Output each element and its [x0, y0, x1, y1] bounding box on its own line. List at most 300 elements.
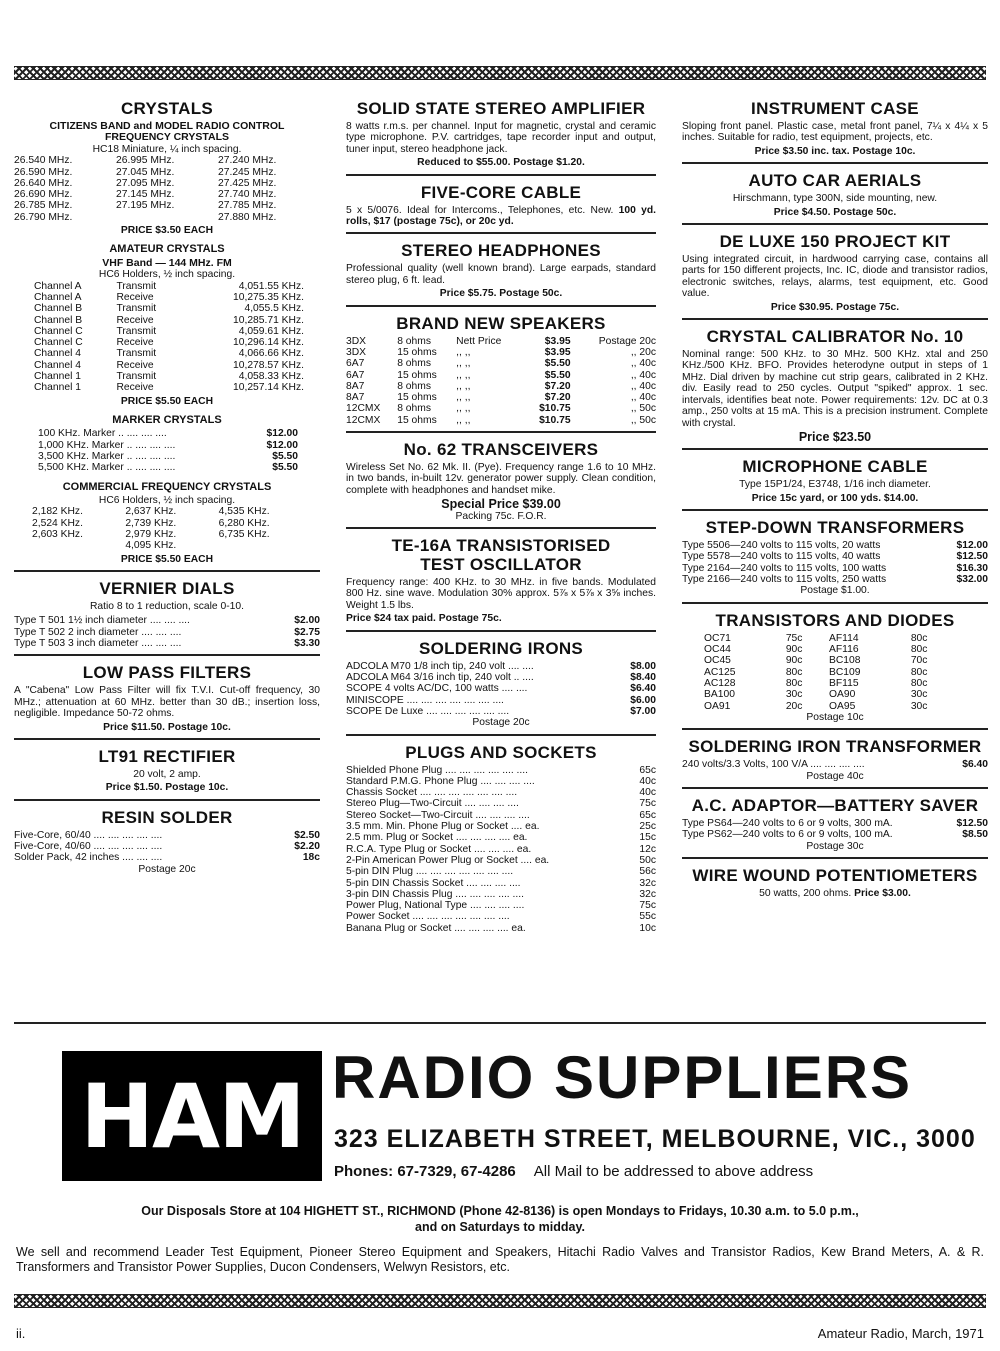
table-row [34, 315, 304, 326]
table-row [346, 923, 656, 934]
table-row [32, 518, 312, 529]
table-cell: ,, ,, [456, 380, 471, 392]
table-cell: $7.20 [544, 380, 571, 392]
irons-table [346, 661, 656, 717]
pots-section [682, 859, 988, 904]
table-cell: 2,637 KHz. [125, 506, 177, 518]
lowpass-title: LOW PASS FILTERS [82, 663, 252, 683]
table-cell: $5.50 [544, 358, 571, 370]
table-cell: 10,257.14 KHz. [233, 382, 304, 394]
calibrator-price: Price $23.50 [798, 429, 872, 444]
table-cell: 80c [785, 666, 803, 678]
table-cell: Type 2164—240 volts to 115 volts, 100 watts [682, 562, 887, 574]
aerials-body: Hirschmann, type 300N, side mounting, new. [732, 193, 938, 205]
table-cell: Five-Core, 40/60 .... .... .... .... .... [14, 841, 163, 853]
table-cell: ADCOLA M64 3/16 inch tip, 240 volt .. .... [346, 671, 534, 683]
phones-line [334, 1163, 813, 1180]
fivecore-price: 100 yd. rolls, $17 (postage 75c), or 20c yd. [346, 204, 656, 228]
table-cell: 12CMX [346, 414, 381, 426]
table-row [34, 326, 304, 337]
table-row [704, 701, 954, 712]
table-cell: 75c [639, 900, 656, 912]
table-cell: $8.40 [630, 671, 656, 683]
case-body: Sloping front panel. Plastic case, metal front panel, 7¼ x 4¼ x 5 inches. Suitable for radio, test equipment, projects, etc. [682, 121, 988, 144]
table-cell: BC108 [828, 655, 861, 667]
table-cell: 8A7 [346, 392, 365, 404]
table-cell: Standard P.M.G. Phone Plug .... .... .... .... [346, 775, 535, 787]
table-cell: 27.740 MHz. [218, 189, 277, 201]
table-row [14, 830, 320, 841]
table-cell: Channel B [34, 303, 83, 315]
commercial-table [32, 506, 312, 551]
table-cell: 20c [785, 700, 803, 712]
table-cell: ,, 40c [630, 380, 656, 392]
table-cell: 80c [910, 666, 928, 678]
table-row [14, 167, 320, 178]
table-cell: 27.240 MHz. [218, 155, 277, 167]
te16a-title1: TE-16A TRANSISTORISED [391, 536, 611, 556]
table-cell: $12.00 [956, 540, 988, 552]
table-row [14, 852, 320, 863]
table-cell: Stereo Plug—Two-Circuit .... .... .... .... [346, 798, 519, 810]
ham-logo: HAM [62, 1051, 322, 1181]
table-cell: ,, ,, [456, 346, 471, 358]
table-cell: 8A7 [346, 380, 365, 392]
amplifier-section [346, 92, 656, 176]
table-cell: 8 ohms [397, 403, 431, 415]
table-cell: 26.690 MHz. [14, 189, 73, 201]
table-cell: Chassis Socket .... .... .... .... .... .... .... [346, 787, 518, 799]
table-cell: ,, ,, [456, 369, 471, 381]
aerials-section [682, 164, 988, 225]
table-row [346, 798, 656, 809]
table-cell: 50c [639, 854, 656, 866]
case-title: INSTRUMENT CASE [751, 99, 919, 118]
table-row [682, 574, 988, 585]
table-cell: 32c [639, 888, 656, 900]
table-row [346, 787, 656, 798]
table-cell: 3-pin DIN Chassis Plug .... .... .... .... .... [346, 888, 524, 900]
table-cell: Type 2166—240 volts to 115 volts, 250 watts [682, 574, 887, 586]
table-cell: 27.245 MHz. [218, 166, 277, 178]
table-cell: 4,058.33 KHz. [238, 371, 304, 382]
table-cell: ,, ,, [456, 414, 471, 426]
table-cell: 27.425 MHz. [218, 177, 277, 189]
table-cell: 26.540 MHz. [14, 155, 73, 167]
table-cell: Channel A [34, 280, 82, 292]
table-row [346, 844, 656, 855]
table-cell: $2.20 [294, 841, 320, 853]
table-row [14, 841, 320, 852]
table-cell: $6.00 [630, 694, 656, 706]
table-cell: $5.50 [272, 462, 298, 474]
table-cell: 5,500 KHz. Marker .. .... .... .... [38, 462, 176, 474]
table-row [682, 829, 988, 840]
table-cell: 8 ohms [397, 358, 431, 370]
table-cell: OA90 [828, 689, 856, 701]
commercial-title: COMMERCIAL FREQUENCY CRYSTALS [62, 480, 272, 493]
table-cell: 27.045 MHz. [116, 166, 175, 178]
vernier-section [14, 572, 320, 656]
table-cell: Channel 1 [34, 371, 81, 382]
table-cell: 18c [302, 852, 320, 864]
marker-title: MARKER CRYSTALS [112, 414, 222, 426]
case-section [682, 92, 988, 164]
table-cell: 2-Pin American Power Plug or Socket .... ea. [346, 854, 550, 866]
table-cell: $5.50 [544, 369, 571, 381]
table-cell: 75c [639, 798, 656, 810]
calibrator-section [682, 320, 988, 450]
table-row [32, 529, 312, 540]
pots-price: Price $3.00. [854, 887, 911, 899]
table-cell: SCOPE De Luxe .... .... .... .... .... .... [346, 705, 510, 717]
table-cell: 4,066.66 KHz. [238, 348, 304, 360]
table-cell: 80c [785, 677, 803, 689]
table-row [346, 855, 656, 866]
table-cell: ,, 50c [630, 414, 656, 426]
table-cell: 3.5 mm. Min. Phone Plug or Socket .... ea. [346, 821, 540, 833]
mic-title: MICROPHONE CABLE [742, 457, 928, 477]
headphones-section [346, 234, 656, 306]
crystals-spacing: HC18 Miniature, ¼ inch spacing. [92, 143, 242, 155]
fivecore-body: 5 x 5/0076. Ideal for Intercoms., Telephones, etc. New. [346, 204, 614, 216]
table-cell: SCOPE 4 volts AC/DC, 100 watts .... .... [346, 683, 528, 695]
table-cell: OC45 [704, 655, 731, 667]
crystals-sub2: FREQUENCY CRYSTALS [104, 131, 230, 144]
disposals-line1: Our Disposals Store at 104 HIGHETT ST., RICHMOND (Phone 42-8136) is open Mondays to Fridays, 10.30 a.m. to 5.0 p.m., [141, 1204, 859, 1218]
speakers-section [346, 307, 656, 433]
table-cell: 15 ohms [397, 392, 437, 404]
table-cell: 10,275.35 KHz. [233, 291, 304, 303]
te16a-price: Price $24 tax paid. Postage 75c. [346, 613, 502, 625]
table-row [682, 540, 988, 551]
table-row [14, 189, 320, 200]
table-row [346, 370, 656, 381]
lowpass-price: Price $11.50. Postage 10c. [103, 721, 231, 733]
lt91-section [14, 740, 320, 801]
table-row [346, 878, 656, 889]
table-cell: 55c [639, 911, 656, 923]
transceivers-title: No. 62 TRANSCEIVERS [403, 440, 599, 460]
table-cell: BA100 [704, 689, 735, 701]
crystals-title: CRYSTALS [120, 99, 214, 118]
table-cell: Receive [116, 382, 154, 394]
table-cell: OA91 [704, 700, 731, 712]
headphones-body: Professional quality (well known brand). Large earpads, standard stereo plug, 6 ft. lead. [346, 263, 656, 286]
table-cell: AC128 [704, 677, 736, 689]
irons-title: SOLDERING IRONS [418, 638, 584, 658]
table-cell: $3.95 [544, 346, 571, 358]
table-row [34, 337, 304, 348]
disposals-note [14, 1203, 986, 1235]
table-cell: $12.50 [956, 817, 988, 829]
table-cell: 90c [785, 655, 803, 667]
table-cell: 10,278.57 KHz. [233, 359, 304, 371]
table-cell: Channel 1 [34, 382, 81, 394]
table-cell: Transmit [116, 303, 157, 315]
table-cell: $8.00 [630, 660, 656, 672]
table-cell: Nett Price [456, 335, 502, 347]
transistors-postage: Postage 10c [806, 711, 864, 723]
table-cell: Receive [116, 314, 154, 326]
table-row [346, 392, 656, 403]
table-row [38, 462, 298, 473]
irontrans-row-price: $6.40 [962, 759, 988, 771]
table-cell: 4,535 KHz. [218, 506, 270, 518]
table-cell: 2.5 mm. Plug or Socket .... .... .... .... ea. [346, 832, 528, 844]
table-cell: 65c [639, 764, 656, 776]
table-row [682, 759, 988, 770]
transceivers-body: Wireless Set No. 62 Mk. II. (Pye). Frequency range 1.6 to 10 MHz. in two bands, in-built 12v. generator power supply. Clean condition, complete with headphones and handset mike. [346, 462, 656, 496]
cb-crystal-table [14, 155, 320, 223]
irontrans-section [682, 730, 988, 789]
mic-price: Price 15c yard, or 100 yds. $14.00. [751, 492, 919, 504]
calibrator-body: Nominal range: 500 KHz. to 30 MHz. 500 KHz. xtal and 250 KHz./500 KHz. BFO. Provides heterodyne output in steps of 1 MHz. Dial driven by machine cut strip gears, calibrated in 2 KHz. div. Easily read to 250 cycles. Output "spiked" approx. 1 sec. intervals, identifies beat note. Power requirements: 12v. DC at 0.3 amp., 250 volts at 15 mA. This is a precision instrument. Complete with crystal. [682, 349, 988, 429]
headphones-price: Price $5.75. Postage 50c. [439, 288, 563, 300]
table-cell: 27.145 MHz. [116, 189, 175, 201]
table-row [14, 178, 320, 189]
table-row [704, 655, 954, 666]
table-cell: Channel C [34, 337, 83, 349]
column-left [14, 92, 320, 880]
case-price: Price $3.50 inc. tax. Postage 10c. [754, 145, 916, 157]
table-row [682, 551, 988, 562]
company-address: 323 ELIZABETH STREET, MELBOURNE, VIC., 3000 [334, 1125, 976, 1153]
table-row [346, 415, 656, 426]
table-cell: 26.790 MHz. [14, 211, 73, 223]
transistors-table [704, 633, 954, 712]
table-row [704, 644, 954, 655]
table-cell: Power Plug, National Type .... .... .... .... [346, 900, 525, 912]
table-row [346, 776, 656, 787]
table-cell: 10c [639, 922, 656, 934]
aerials-title: AUTO CAR AERIALS [748, 171, 922, 191]
table-cell: Type 5578—240 volts to 115 volts, 40 watts [682, 551, 881, 563]
table-cell: 4,059.61 KHz. [238, 325, 304, 337]
lt91-title: LT91 RECTIFIER [98, 746, 236, 766]
table-cell: Channel B [34, 314, 83, 326]
table-cell: Solder Pack, 42 inches .... .... .... [14, 852, 163, 864]
stepdown-title: STEP-DOWN TRANSFORMERS [705, 518, 965, 538]
table-cell: OA95 [828, 700, 856, 712]
adaptor-table [682, 818, 988, 841]
table-cell: $16.30 [956, 562, 988, 574]
table-row [704, 633, 954, 644]
resin-title: RESIN SOLDER [101, 807, 233, 827]
lt91-body: 20 volt, 2 amp. [133, 768, 201, 780]
table-cell: 8 ohms [397, 335, 431, 347]
stepdown-postage: Postage $1.00. [800, 585, 870, 597]
table-row [34, 371, 304, 382]
table-cell: 30c [785, 689, 803, 701]
adaptor-section [682, 789, 988, 859]
stepdown-table [682, 540, 988, 585]
irontrans-postage: Postage 40c [806, 770, 864, 782]
table-cell: Channel 4 [34, 348, 81, 360]
plugs-section [346, 736, 656, 939]
table-row [346, 661, 656, 672]
resin-table [14, 830, 320, 864]
table-cell: 4,095 KHz. [125, 540, 177, 552]
fivecore-section [346, 176, 656, 235]
table-cell: 15 ohms [397, 346, 437, 358]
calibrator-title: CRYSTAL CALIBRATOR No. 10 [706, 327, 964, 347]
table-cell: Power Socket .... .... .... .... .... .... .... [346, 911, 510, 923]
crystals-section [14, 92, 320, 572]
table-cell: 90c [785, 644, 803, 656]
table-cell [116, 212, 218, 223]
irons-postage: Postage 20c [472, 717, 530, 729]
table-row [346, 832, 656, 843]
amplifier-title: SOLID STATE STEREO AMPLIFIER [356, 99, 646, 118]
table-cell: Channel 4 [34, 359, 81, 371]
irontrans-row: 240 volts/3.3 Volts, 100 V/A .... .... .... .... [682, 759, 865, 771]
table-cell: $7.00 [630, 705, 656, 717]
vernier-table [14, 615, 320, 649]
adaptor-title: A.C. ADAPTOR—BATTERY SAVER [691, 795, 979, 815]
bottom-border [14, 1294, 986, 1308]
phones: Phones: 67-7329, 67-4286 [334, 1163, 516, 1180]
table-cell: 2,182 KHz. [32, 506, 83, 518]
table-row [34, 281, 304, 292]
table-cell: ,, 50c [630, 403, 656, 415]
amplifier-price: Reduced to $55.00. Postage $1.20. [417, 157, 585, 169]
table-cell: $12.50 [956, 551, 988, 563]
table-cell: 80c [910, 632, 928, 644]
speakers-title: BRAND NEW SPEAKERS [396, 313, 606, 333]
te16a-section [346, 529, 656, 632]
table-cell: Type PS62—240 volts to 6 or 9 volts, 100 mA. [682, 829, 893, 841]
table-cell: $10.75 [539, 403, 571, 415]
table-cell: 2,603 KHz. [32, 529, 83, 540]
crystals-sub1: CITIZENS BAND and MODEL RADIO CONTROL [49, 120, 285, 132]
table-row [34, 292, 304, 303]
table-cell: OC71 [704, 632, 731, 644]
table-row [346, 347, 656, 358]
table-cell: Receive [116, 337, 154, 349]
table-cell [32, 540, 125, 551]
table-cell: 26.640 MHz. [14, 177, 73, 189]
table-cell: BC109 [828, 666, 861, 678]
table-row [34, 360, 304, 371]
table-cell: Channel A [34, 291, 82, 303]
table-row [704, 667, 954, 678]
table-cell: 30c [910, 689, 928, 701]
column-middle [346, 92, 656, 939]
table-row [34, 382, 304, 393]
table-cell: 6A7 [346, 358, 365, 370]
stepdown-section [682, 511, 988, 604]
table-cell: Type T 503 3 inch diameter .... .... .... [14, 638, 182, 649]
page-number: ii. [16, 1326, 26, 1341]
te16a-body: Frequency range: 400 KHz. to 30 MHz. in five bands. Modulated 800 Hz. sine wave. Modulation 30% approx. 5⅞ x 5⅞ x 3⅝ inches. Weight 1.5 lbs. [346, 577, 656, 611]
table-cell [219, 540, 312, 551]
table-cell: $5.50 [272, 451, 298, 462]
table-row [346, 889, 656, 900]
table-cell: 26.590 MHz. [14, 166, 73, 178]
commercial-price: PRICE $5.50 EACH [120, 553, 214, 565]
vernier-ratio: Ratio 8 to 1 reduction, scale 0-10. [90, 601, 244, 612]
vernier-title: VERNIER DIALS [99, 579, 235, 598]
table-cell: 100 KHz. Marker .. .... .... .... [38, 428, 167, 440]
adaptor-postage: Postage 30c [806, 840, 864, 852]
table-cell: R.C.A. Type Plug or Socket .... .... .... ea. [346, 843, 532, 855]
amateur-title: AMATEUR CRYSTALS [109, 243, 225, 256]
table-cell: 32c [639, 877, 656, 889]
irontrans-table [682, 759, 988, 770]
te16a-title2: TEST OSCILLATOR [420, 555, 582, 575]
table-cell: $12.00 [266, 439, 298, 451]
table-cell: $32.00 [956, 574, 988, 586]
table-cell: AF114 [828, 632, 859, 644]
table-cell: 6,735 KHz. [218, 529, 270, 540]
table-cell: Shielded Phone Plug .... .... .... .... .... .... [346, 764, 529, 776]
table-cell: 80c [910, 677, 928, 689]
amateur-band: VHF Band — 144 MHz. FM [102, 256, 232, 269]
table-row [346, 336, 656, 347]
table-cell: ,, 40c [630, 392, 656, 404]
table-cell: MINISCOPE .... .... .... .... .... .... .... [346, 694, 504, 706]
resin-section [14, 801, 320, 880]
table-cell: 8 ohms [397, 380, 431, 392]
table-row [346, 866, 656, 877]
table-row [346, 695, 656, 706]
table-cell: 1,000 KHz. Marker .. .... .... .... [38, 439, 176, 451]
table-cell: Transmit [116, 325, 157, 337]
commercial-holders: HC6 Holders, ½ inch spacing. [98, 495, 236, 506]
table-cell: Type T 501 1½ inch diameter .... .... .... [14, 615, 190, 627]
lowpass-body: A "Cabena" Low Pass Filter will fix T.V.I. Cut-off frequency, 30 MHz.; attenuation at 60 MHz. better than 30 dB.; insertion loss, negligible. Impedance 50-72 ohms. [14, 685, 320, 720]
table-cell: 2,979 KHz. [125, 529, 177, 540]
table-cell: $8.50 [962, 829, 988, 841]
transistors-title: TRANSISTORS AND DIODES [715, 610, 955, 630]
table-cell: $3.95 [544, 335, 571, 347]
table-cell: Transmit [116, 348, 157, 360]
table-cell: 26.995 MHz. [116, 155, 175, 167]
table-cell: 30c [910, 700, 928, 712]
table-cell: 27.095 MHz. [116, 177, 175, 189]
amateur-price: PRICE $5.50 EACH [120, 395, 214, 407]
table-cell: 3DX [346, 335, 367, 347]
table-cell: 27.880 MHz. [218, 211, 277, 223]
table-cell: 10,296.14 KHz. [233, 337, 304, 349]
table-row [38, 428, 298, 439]
amplifier-body: 8 watts r.m.s. per channel. Input for magnetic, crystal and ceramic type microphone. P.V. cartridges, tape recorder input and output, tuner input, stereo headphone jack. [346, 121, 656, 155]
aerials-price: Price $4.50. Postage 50c. [773, 206, 897, 218]
table-cell: 80c [910, 644, 928, 656]
pots-title: WIRE WOUND POTENTIOMETERS [692, 865, 978, 885]
mail-note: All Mail to be addressed to above address [533, 1163, 814, 1180]
sell-note: We sell and recommend Leader Test Equipment, Pioneer Stereo Equipment and Speakers, Hitachi Radio Valves and Transistor Radios, Kew Brand Meters, A. & R. Transformers and Transistor Power Supplies, Ducon Condensers, Welwyn Resistors, etc. [16, 1245, 984, 1274]
table-row [346, 672, 656, 683]
transistors-section [682, 604, 988, 730]
table-row [346, 403, 656, 414]
table-row [14, 212, 320, 223]
table-cell: AC125 [704, 666, 736, 678]
table-cell: Transmit [116, 371, 157, 382]
headphones-title: STEREO HEADPHONES [401, 241, 601, 261]
table-cell: ADCOLA M70 1/8 inch tip, 240 volt .... .... [346, 660, 534, 672]
table-row [32, 506, 312, 517]
kit-price: Price $30.95. Postage 75c. [770, 301, 900, 313]
table-cell: $2.00 [294, 615, 320, 627]
kit-body: Using integrated circuit, in hardwood carrying case, contains all parts for 150 different projects, Inc. IC, diode and transistor radios, electronic switches, relays, alarms, test equipment, etc. Good value. [682, 254, 988, 300]
table-row [346, 810, 656, 821]
table-row [34, 348, 304, 359]
table-cell: 15 ohms [397, 414, 437, 426]
table-cell: 40c [639, 775, 656, 787]
table-cell: 15 ohms [397, 369, 437, 381]
